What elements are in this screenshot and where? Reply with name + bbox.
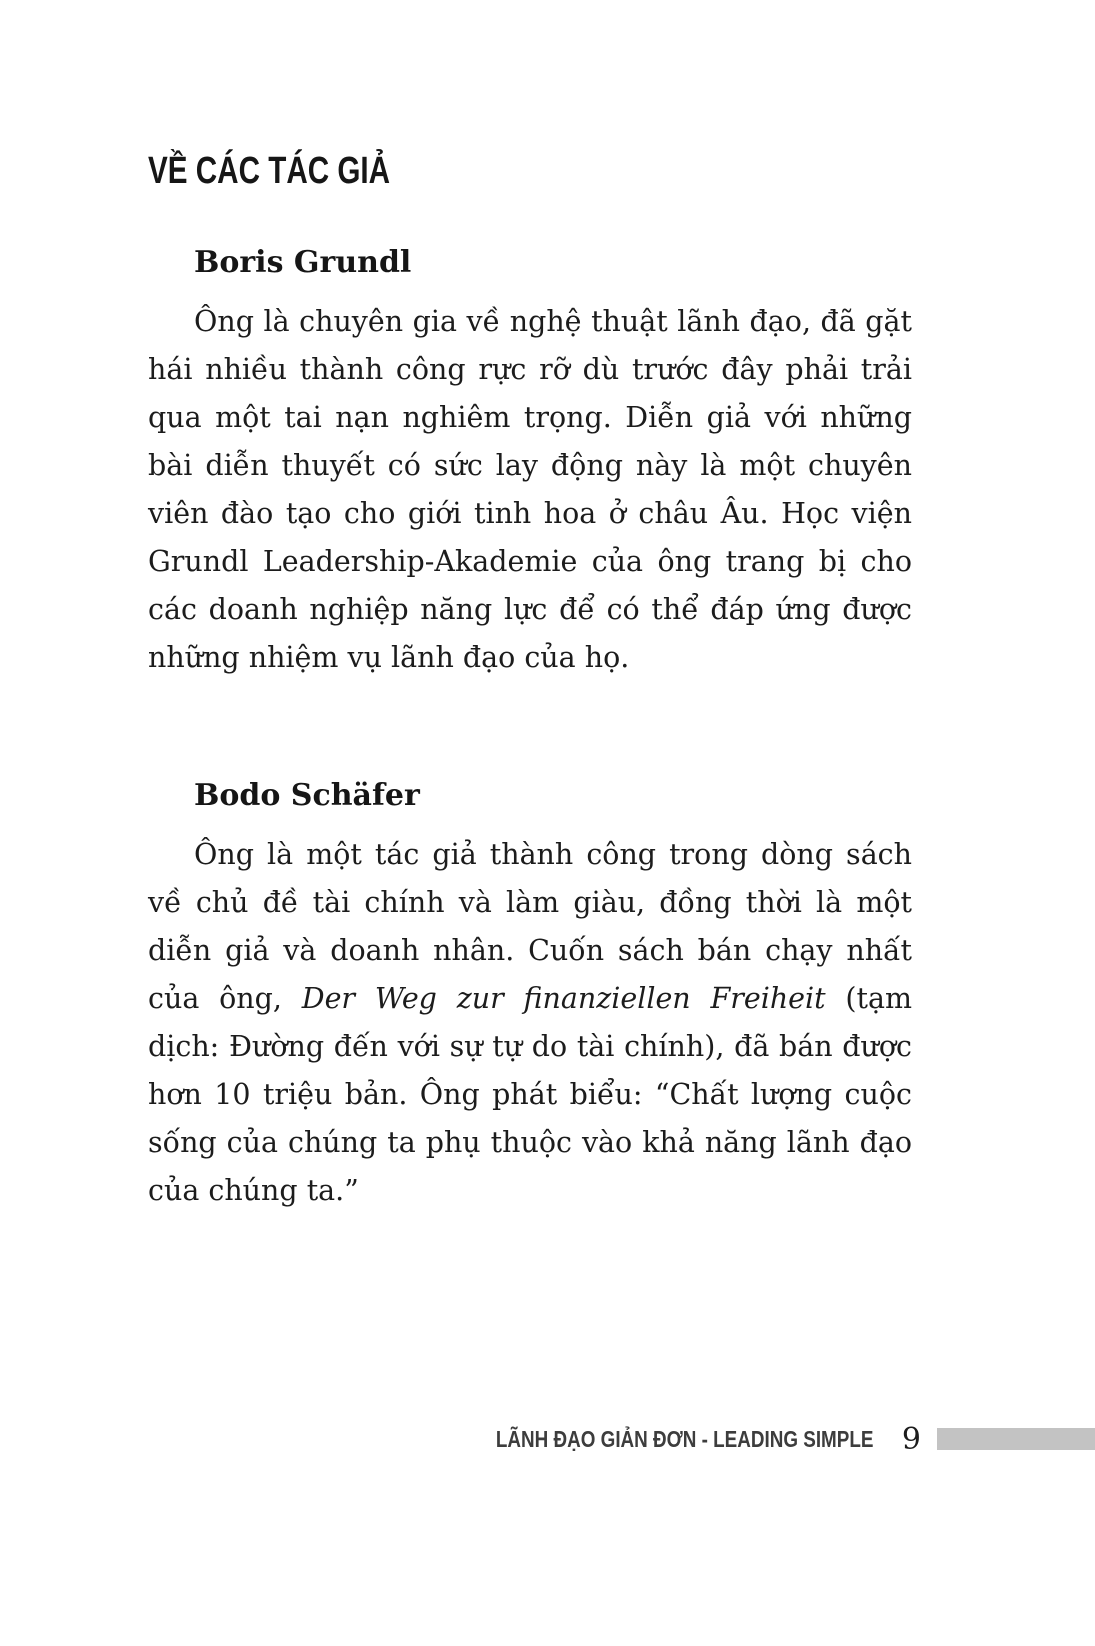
author-name-heading: Bodo Schäfer bbox=[194, 778, 420, 813]
author-bio-paragraph: Ông là chuyên gia về nghệ thuật lãnh đạo, đã gặt hái nhiều thành công rực rỡ dù trước đây phải trải qua một tai nạn nghiêm trọng. Diễn giả với những bài diễn thuyết có sức lay động này là một chuyên viên đào tạo cho giới tinh hoa ở châu Âu. Học viện Grundl Leadership-Akademie của ông trang bị cho các doanh nghiệp năng lực để có thể đáp ứng được những nhiệm vụ lãnh đạo của họ. bbox=[148, 305, 912, 674]
bio-text-segment: (tạm dịch: Đường đến với sự tự do tài chính), đã bán được hơn 10 triệu bản. Ông phát biểu: “Chất lượng cuộc sống của chúng ta phụ thuộc vào khả năng lãnh đạo của chúng ta.” bbox=[148, 982, 913, 1207]
footer-decoration-bar bbox=[937, 1428, 1095, 1450]
page-number: 9 bbox=[901, 1421, 921, 1457]
page-title: VỀ CÁC TÁC GIẢ bbox=[148, 150, 391, 192]
book-title-italic-segment: Der Weg zur finanziellen Freiheit bbox=[301, 982, 826, 1015]
author-section-boris-grundl bbox=[148, 245, 912, 682]
page-footer bbox=[0, 1422, 1095, 1456]
bio-text-segment: Ông là một tác giả thành công trong dòng sách về chủ đề tài chính và làm giàu, đồng thời là một diễn giả và doanh nhân. Cuốn sách bán chạy nhất của ông, bbox=[148, 838, 912, 1015]
running-book-title: LÃNH ĐẠO GIẢN ĐƠN - LEADING SIMPLE bbox=[496, 1425, 874, 1452]
author-name-heading: Boris Grundl bbox=[194, 245, 412, 280]
author-bio-paragraph bbox=[148, 831, 912, 1215]
page-content bbox=[148, 150, 912, 1215]
author-section-bodo-schafer bbox=[148, 778, 912, 1215]
